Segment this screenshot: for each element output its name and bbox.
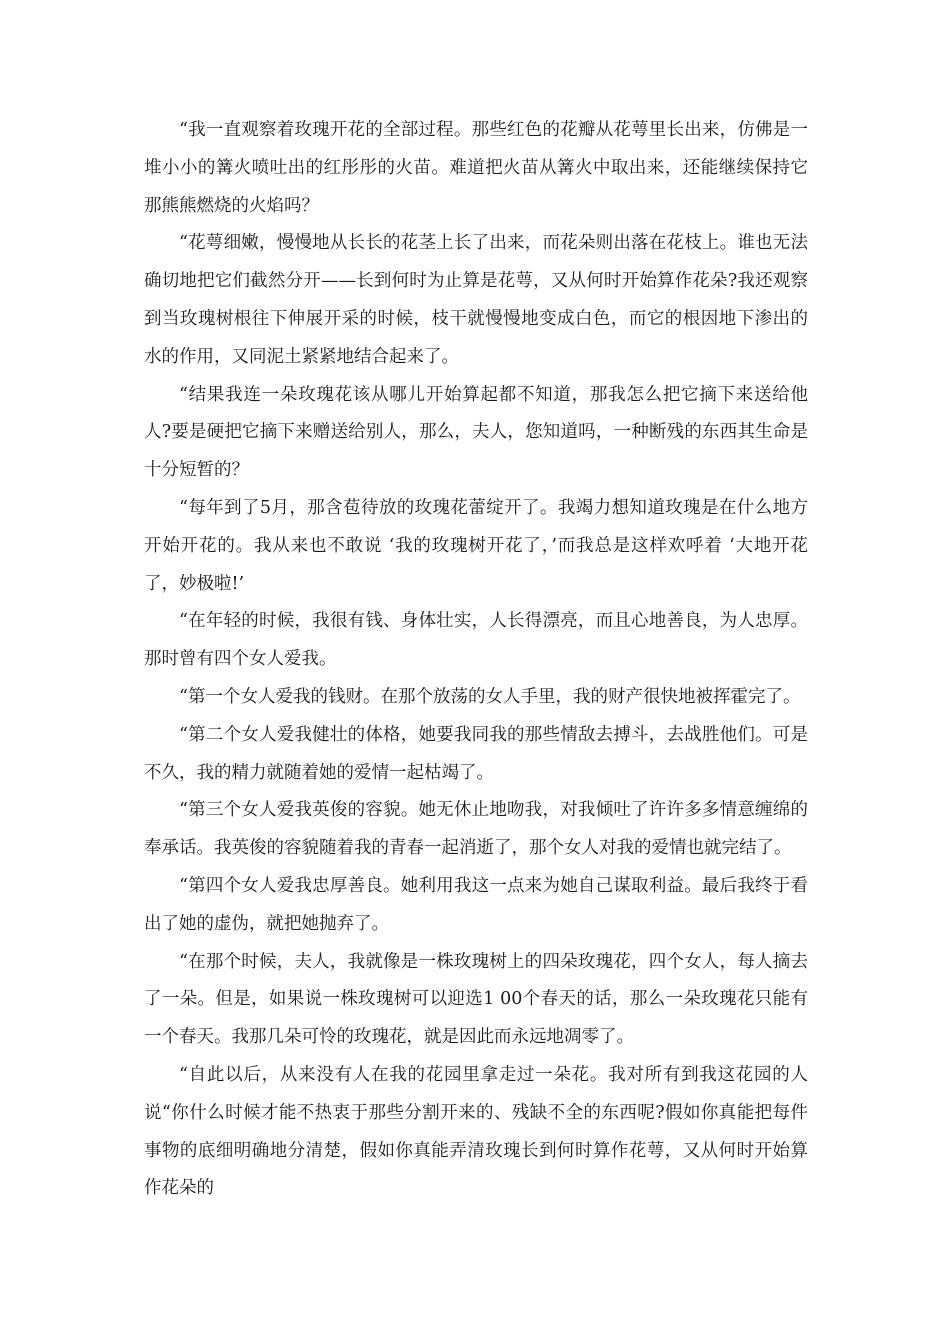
paragraph-10: “在那个时候，夫人，我就像是一株玫瑰树上的四朵玫瑰花，四个女人，每人摘去了一朵。但是，如果说一株玫瑰树可以迎选1 00个春天的话，那么一朵玫瑰花只能有一个春天。我那几朵可怜的玫瑰花，就是因此而永远地凋零了。 bbox=[144, 951, 808, 1048]
paragraph-6: “第一个女人爱我的钱财。在那个放荡的女人手里，我的财产很快地被挥霍完了。 bbox=[179, 686, 801, 707]
paragraph-3: “结果我连一朵玫瑰花该从哪儿开始算起都不知道，那我怎么把它摘下来送给他人?要是硬把它摘下来赠送给别人，那么，夫人，您知道吗，一种断残的东西其生命是十分短暂的？ bbox=[144, 384, 808, 481]
paragraph-8: “第三个女人爱我英俊的容貌。她无休止地吻我，对我倾吐了许许多多情意缠绵的奉承话。我英俊的容貌随着我的青春一起消逝了，那个女人对我的爱情也就完结了。 bbox=[144, 800, 808, 859]
paragraph-2: “花萼细嫩，慢慢地从长长的花茎上长了出来，而花朵则出落在花枝上。谁也无法确切地把它们截然分开——长到何时为止算是花萼，又从何时开始算作花朵?我还观察到当玫瑰树根往下伸展开采的时候，枝干就慢慢地变成白色，而它的根因地下渗出的水的作用，又同泥土紧紧地结合起来了。 bbox=[144, 233, 808, 367]
paragraph-11: “自此以后，从来没有人在我的花园里拿走过一朵花。我对所有到我这花园的人说“你什么时候才能不热衷于那些分割开来的、残缺不全的东西呢?假如你真能把每件事物的底细明确地分清楚，假如你真能弄清玫瑰长到何时算作花萼，又从何时开始算作花朵的 bbox=[144, 1064, 808, 1199]
paragraph-5: “在年轻的时候，我很有钱、身体壮实，人长得漂亮，而且心地善良，为人忠厚。那时曾有四个女人爱我。 bbox=[144, 611, 808, 670]
paragraph-4: “每年到了5月，那含苞待放的玫瑰花蕾绽开了。我竭力想知道玫瑰是在什么地方开始开花的。我从来也不敢说 ‘我的玫瑰树开花了，’而我总是这样欢呼着 ‘大地开花了，妙极啦!’ bbox=[144, 497, 808, 594]
paragraph-9: “第四个女人爱我忠厚善良。她利用我这一点来为她自己谋取利益。最后我终于看出了她的虚伪，就把她抛弃了。 bbox=[144, 875, 808, 934]
body-text bbox=[144, 112, 808, 1208]
paragraph-1: “我一直观察着玫瑰开花的全部过程。那些红色的花瓣从花萼里长出来，仿佛是一堆小小的篝火喷吐出的红彤彤的火苗。难道把火苗从篝火中取出来，还能继续保持它那熊熊燃烧的火焰吗？ bbox=[144, 120, 808, 216]
paragraph-7: “第二个女人爱我健壮的体格，她要我同我的那些情敌去搏斗，去战胜他们。可是不久，我的精力就随着她的爱情一起枯竭了。 bbox=[144, 724, 808, 783]
